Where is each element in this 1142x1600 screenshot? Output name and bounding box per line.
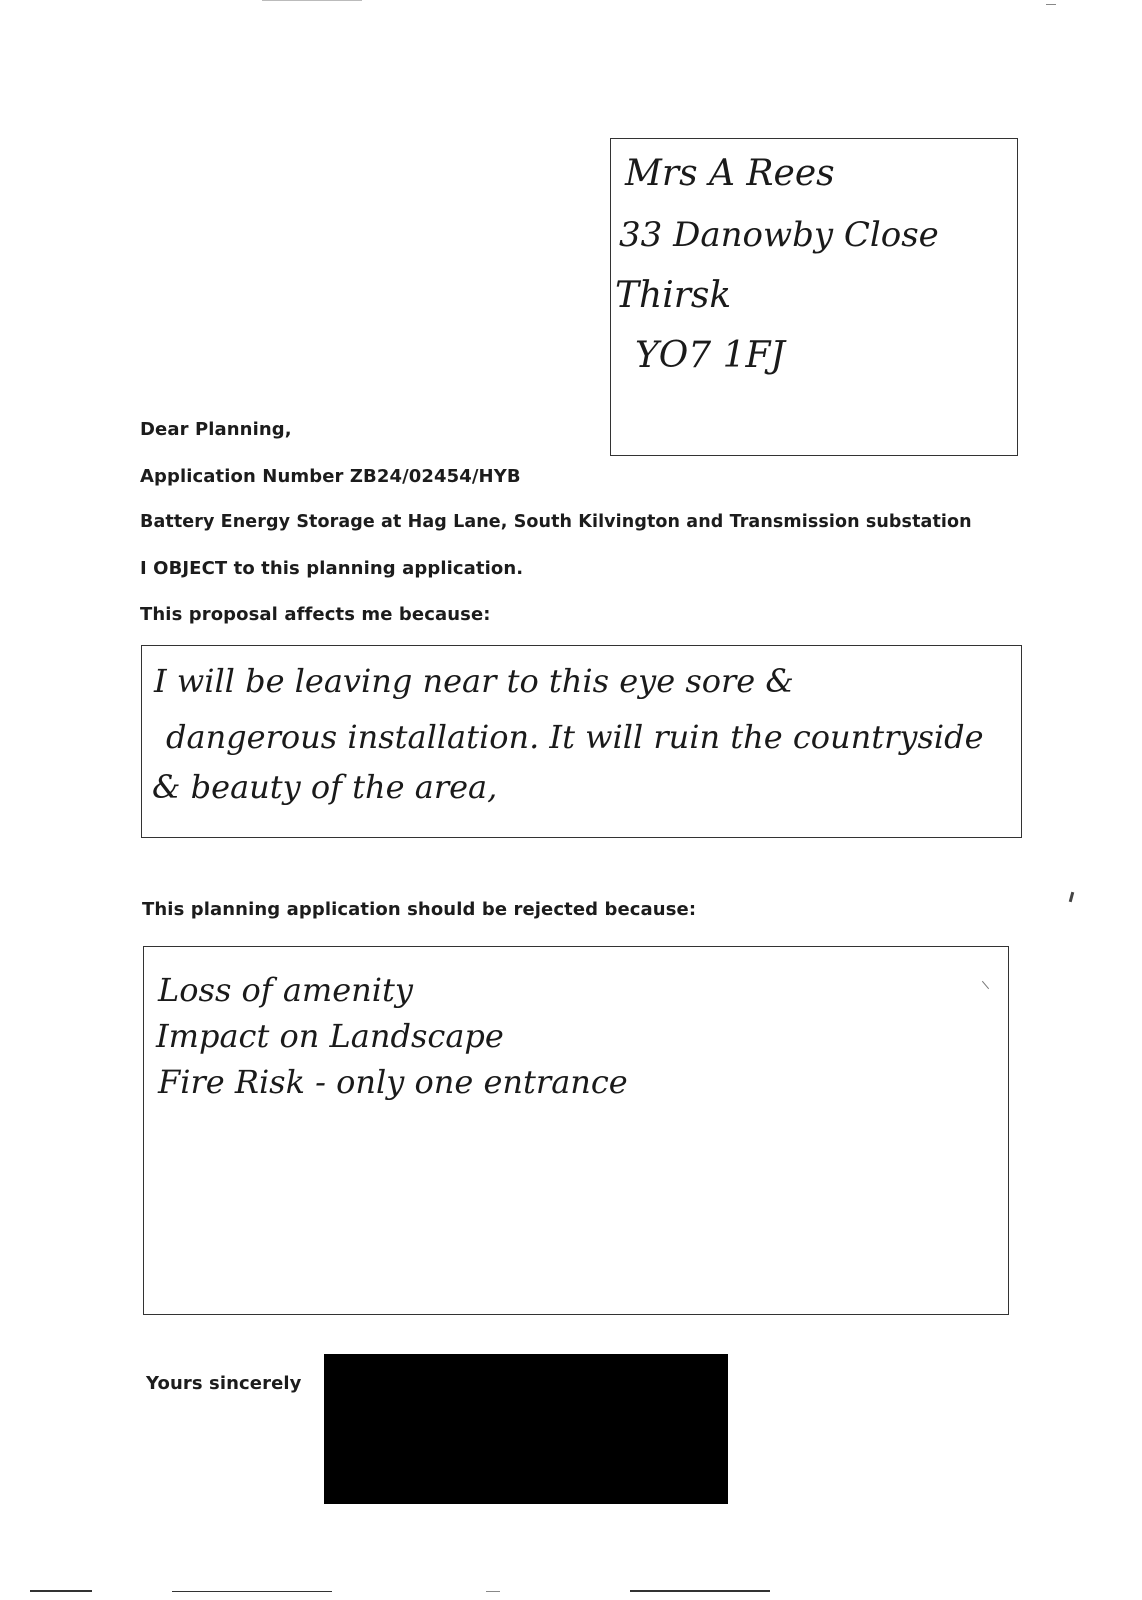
rejected-line-2: Impact on Landscape — [156, 1017, 504, 1055]
affects-box — [141, 645, 1022, 838]
affects-line-2: dangerous installation. It will ruin the countryside — [166, 718, 984, 756]
application-subject: Battery Energy Storage at Hag Lane, South Kilvington and Transmission substation — [140, 512, 972, 532]
scan-mark-top-right — [1046, 4, 1056, 5]
rejected-heading: This planning application should be rejected because: — [142, 899, 697, 920]
objection-statement: I OBJECT to this planning application. — [140, 558, 524, 579]
address-line-name: Mrs A Rees — [625, 153, 835, 194]
address-line-town: Thirsk — [615, 275, 732, 316]
address-line-street: 33 Danowby Close — [619, 215, 939, 255]
rejected-line-1: Loss of amenity — [158, 971, 413, 1009]
rejected-line-3: Fire Risk - only one entrance — [158, 1063, 628, 1101]
scan-mark-bottom — [630, 1590, 770, 1592]
affects-line-3: & beauty of the area, — [152, 768, 498, 806]
application-number: Application Number ZB24/02454/HYB — [140, 466, 521, 487]
scan-mark-top — [262, 0, 362, 1]
redacted-signature — [324, 1354, 728, 1504]
salutation: Dear Planning, — [140, 419, 292, 440]
scan-mark-bottom — [30, 1590, 92, 1592]
affects-heading: This proposal affects me because: — [140, 604, 491, 625]
address-line-postcode: YO7 1FJ — [635, 335, 785, 376]
affects-line-1: I will be leaving near to this eye sore & — [154, 662, 794, 700]
rejected-box — [143, 946, 1009, 1315]
scan-mark-bottom — [486, 1591, 500, 1592]
scan-mark-bottom — [172, 1591, 332, 1592]
closing: Yours sincerely — [146, 1373, 302, 1394]
address-box — [610, 138, 1018, 456]
scan-speck — [1069, 892, 1074, 902]
